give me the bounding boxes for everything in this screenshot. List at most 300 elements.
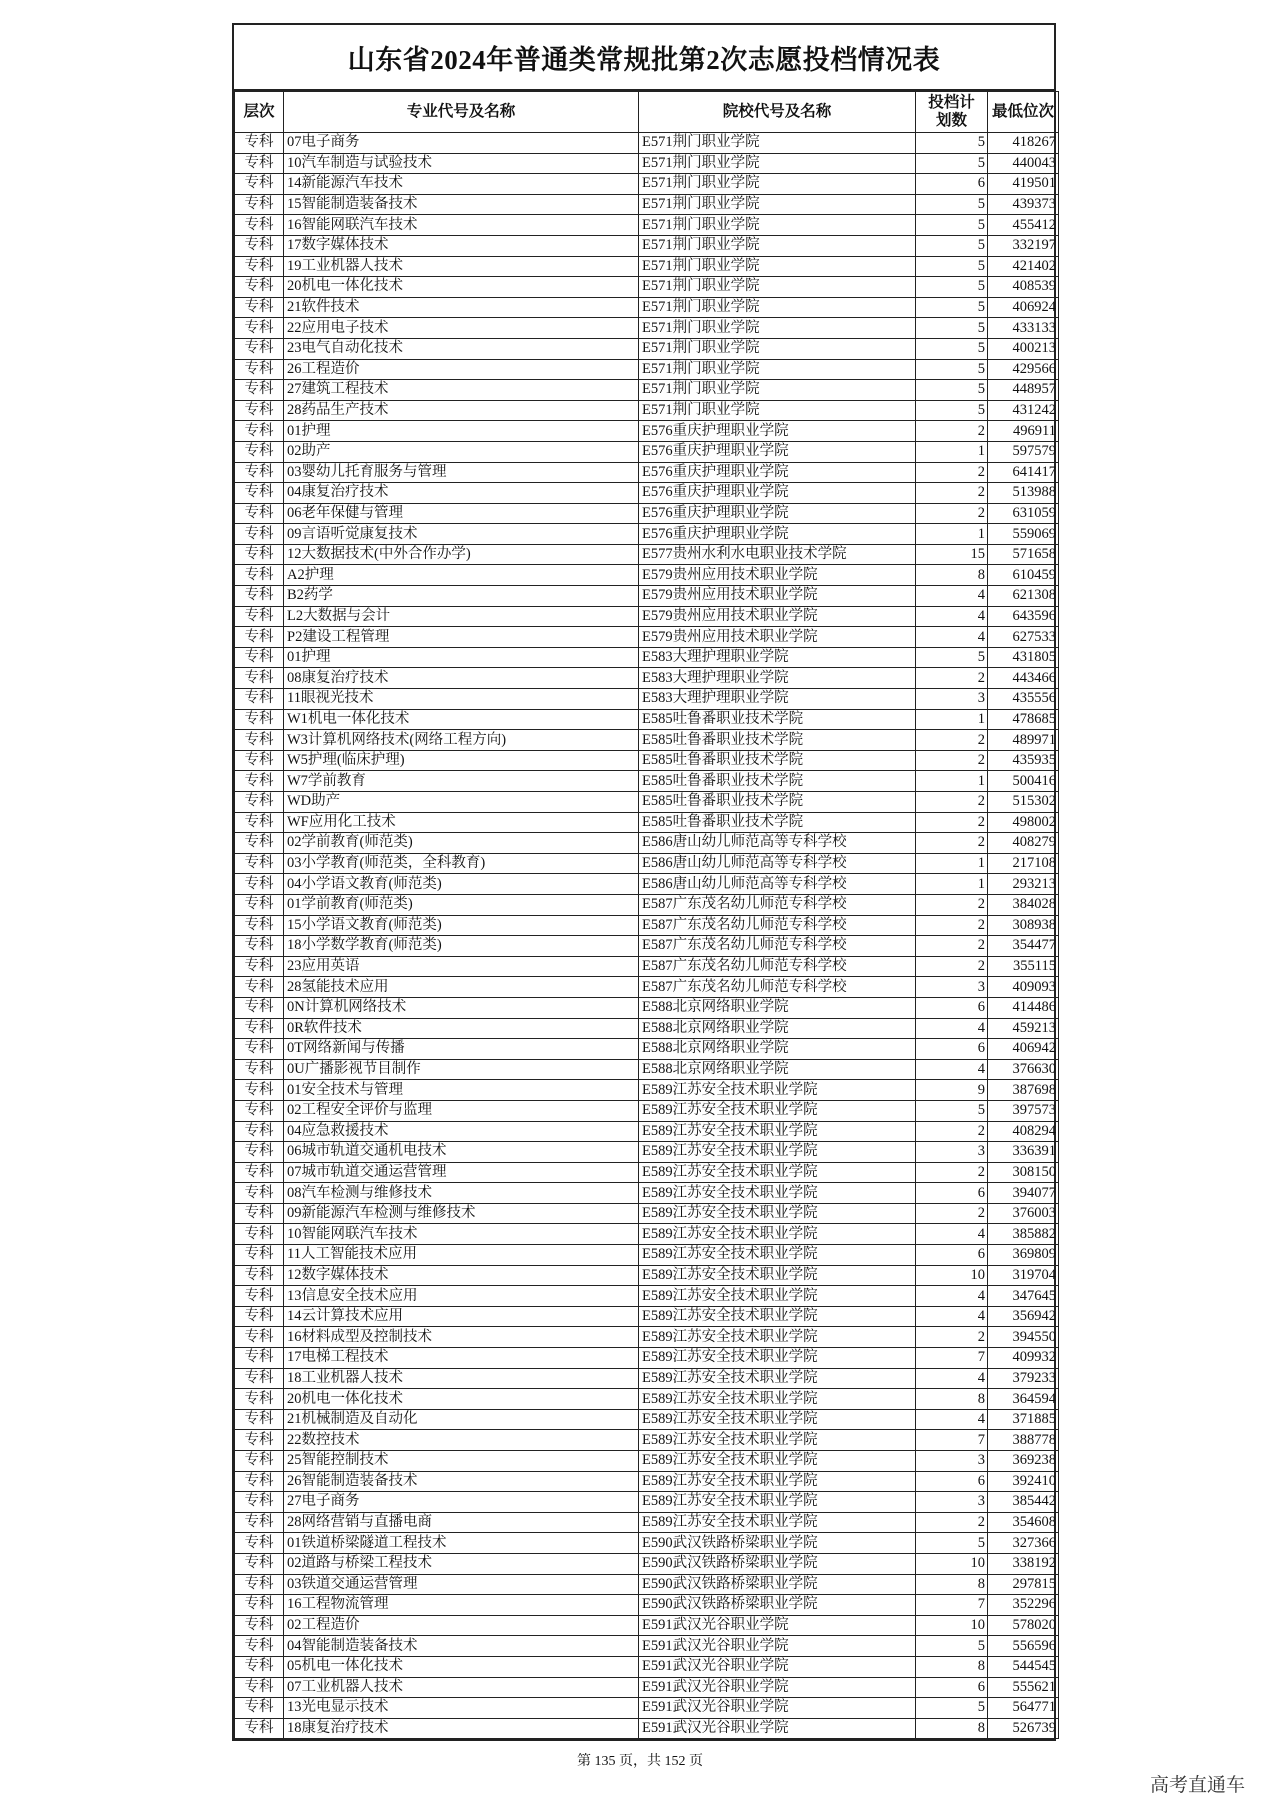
cell-school: E576重庆护理职业学院: [639, 524, 916, 545]
cell-rank: 384028: [988, 894, 1059, 915]
table-row: [235, 338, 1059, 359]
table-row: [235, 318, 1059, 339]
cell-major: 26智能制造装备技术: [284, 1471, 639, 1492]
cell-plan: 6: [916, 1039, 988, 1060]
cell-plan: 1: [916, 441, 988, 462]
table-row: [235, 997, 1059, 1018]
cell-school: E589江苏安全技术职业学院: [639, 1409, 916, 1430]
cell-plan: 5: [916, 194, 988, 215]
cell-major: W3计算机网络技术(网络工程方向): [284, 730, 639, 751]
cell-rank: 319704: [988, 1265, 1059, 1286]
table-row: [235, 1018, 1059, 1039]
cell-rank: 369809: [988, 1245, 1059, 1266]
cell-plan: 5: [916, 647, 988, 668]
cell-plan: 5: [916, 400, 988, 421]
cell-level: 专科: [235, 586, 284, 607]
cell-rank: 431242: [988, 400, 1059, 421]
cell-major: 23应用英语: [284, 956, 639, 977]
table-row: [235, 956, 1059, 977]
cell-rank: 455412: [988, 215, 1059, 236]
cell-rank: 448957: [988, 380, 1059, 401]
table-row: [235, 1574, 1059, 1595]
cell-plan: 1: [916, 771, 988, 792]
cell-plan: 1: [916, 853, 988, 874]
cell-major: 06城市轨道交通机电技术: [284, 1142, 639, 1163]
cell-rank: 388778: [988, 1430, 1059, 1451]
cell-rank: 392410: [988, 1471, 1059, 1492]
cell-rank: 513988: [988, 483, 1059, 504]
cell-plan: 2: [916, 462, 988, 483]
cell-major: 0T网络新闻与传播: [284, 1039, 639, 1060]
table-row: [235, 1677, 1059, 1698]
cell-plan: 5: [916, 1698, 988, 1719]
cell-rank: 433133: [988, 318, 1059, 339]
cell-plan: 4: [916, 606, 988, 627]
cell-level: 专科: [235, 1306, 284, 1327]
table-row: [235, 462, 1059, 483]
cell-rank: 421402: [988, 256, 1059, 277]
table-row: [235, 441, 1059, 462]
cell-rank: 544545: [988, 1656, 1059, 1677]
cell-school: E571荆门职业学院: [639, 400, 916, 421]
cell-level: 专科: [235, 1203, 284, 1224]
cell-level: 专科: [235, 1286, 284, 1307]
cell-rank: 556596: [988, 1636, 1059, 1657]
cell-plan: 5: [916, 297, 988, 318]
cell-school: E590武汉铁路桥梁职业学院: [639, 1574, 916, 1595]
cell-level: 专科: [235, 133, 284, 154]
table-row: [235, 1533, 1059, 1554]
cell-plan: 2: [916, 1512, 988, 1533]
cell-school: E589江苏安全技术职业学院: [639, 1265, 916, 1286]
cell-plan: 2: [916, 833, 988, 854]
cell-rank: 408294: [988, 1121, 1059, 1142]
table-row: [235, 792, 1059, 813]
cell-major: W1机电一体化技术: [284, 709, 639, 730]
cell-rank: 496911: [988, 421, 1059, 442]
cell-level: 专科: [235, 709, 284, 730]
cell-major: 11眼视光技术: [284, 689, 639, 710]
cell-major: 07城市轨道交通运营管理: [284, 1162, 639, 1183]
cell-level: 专科: [235, 544, 284, 565]
cell-rank: 498002: [988, 812, 1059, 833]
cell-plan: 8: [916, 1574, 988, 1595]
cell-school: E591武汉光谷职业学院: [639, 1718, 916, 1739]
cell-level: 专科: [235, 338, 284, 359]
table-row: [235, 1265, 1059, 1286]
cell-rank: 297815: [988, 1574, 1059, 1595]
table-row: [235, 215, 1059, 236]
cell-major: 12大数据技术(中外合作办学): [284, 544, 639, 565]
cell-plan: 3: [916, 977, 988, 998]
cell-major: 23电气自动化技术: [284, 338, 639, 359]
cell-rank: 439373: [988, 194, 1059, 215]
cell-rank: 376630: [988, 1059, 1059, 1080]
table-row: [235, 1636, 1059, 1657]
cell-school: E576重庆护理职业学院: [639, 503, 916, 524]
admission-table: [234, 91, 1059, 1739]
table-row: [235, 750, 1059, 771]
cell-rank: 354477: [988, 936, 1059, 957]
table-row: [235, 627, 1059, 648]
cell-school: E579贵州应用技术职业学院: [639, 565, 916, 586]
cell-rank: 429566: [988, 359, 1059, 380]
cell-level: 专科: [235, 750, 284, 771]
cell-major: 11人工智能技术应用: [284, 1245, 639, 1266]
cell-rank: 564771: [988, 1698, 1059, 1719]
cell-plan: 2: [916, 730, 988, 751]
table-row: [235, 153, 1059, 174]
cell-plan: 6: [916, 174, 988, 195]
cell-level: 专科: [235, 1183, 284, 1204]
cell-school: E590武汉铁路桥梁职业学院: [639, 1595, 916, 1616]
cell-rank: 631059: [988, 503, 1059, 524]
table-row: [235, 1327, 1059, 1348]
cell-school: E576重庆护理职业学院: [639, 462, 916, 483]
cell-level: 专科: [235, 853, 284, 874]
cell-level: 专科: [235, 318, 284, 339]
cell-major: L2大数据与会计: [284, 606, 639, 627]
table-row: [235, 977, 1059, 998]
table-row: [235, 1553, 1059, 1574]
cell-school: E571荆门职业学院: [639, 277, 916, 298]
cell-rank: 408539: [988, 277, 1059, 298]
cell-level: 专科: [235, 153, 284, 174]
cell-level: 专科: [235, 977, 284, 998]
cell-rank: 406924: [988, 297, 1059, 318]
cell-major: 10汽车制造与试验技术: [284, 153, 639, 174]
cell-major: 01护理: [284, 647, 639, 668]
table-row: [235, 235, 1059, 256]
cell-level: 专科: [235, 1162, 284, 1183]
cell-rank: 440043: [988, 153, 1059, 174]
cell-school: E589江苏安全技术职业学院: [639, 1471, 916, 1492]
cell-school: E583大理护理职业学院: [639, 689, 916, 710]
cell-rank: 293213: [988, 874, 1059, 895]
cell-major: 02工程造价: [284, 1615, 639, 1636]
cell-level: 专科: [235, 1142, 284, 1163]
cell-plan: 2: [916, 668, 988, 689]
table-row: [235, 1368, 1059, 1389]
cell-rank: 610459: [988, 565, 1059, 586]
cell-level: 专科: [235, 277, 284, 298]
cell-level: 专科: [235, 462, 284, 483]
cell-school: E571荆门职业学院: [639, 174, 916, 195]
cell-school: E587广东茂名幼儿师范专科学校: [639, 915, 916, 936]
cell-level: 专科: [235, 936, 284, 957]
cell-school: E583大理护理职业学院: [639, 668, 916, 689]
cell-major: 04小学语文教育(师范类): [284, 874, 639, 895]
cell-rank: 379233: [988, 1368, 1059, 1389]
cell-plan: 2: [916, 750, 988, 771]
table-row: [235, 853, 1059, 874]
cell-rank: 369238: [988, 1451, 1059, 1472]
cell-level: 专科: [235, 1636, 284, 1657]
cell-school: E571荆门职业学院: [639, 380, 916, 401]
cell-major: 03婴幼儿托育服务与管理: [284, 462, 639, 483]
cell-level: 专科: [235, 1451, 284, 1472]
cell-plan: 6: [916, 1471, 988, 1492]
cell-plan: 5: [916, 153, 988, 174]
table-row: [235, 256, 1059, 277]
cell-school: E590武汉铁路桥梁职业学院: [639, 1533, 916, 1554]
cell-school: E571荆门职业学院: [639, 194, 916, 215]
cell-rank: 408279: [988, 833, 1059, 854]
cell-level: 专科: [235, 1492, 284, 1513]
cell-major: B2药学: [284, 586, 639, 607]
cell-school: E576重庆护理职业学院: [639, 483, 916, 504]
table-row: [235, 194, 1059, 215]
cell-level: 专科: [235, 483, 284, 504]
cell-major: 05机电一体化技术: [284, 1656, 639, 1677]
cell-plan: 8: [916, 565, 988, 586]
cell-plan: 6: [916, 1245, 988, 1266]
cell-level: 专科: [235, 915, 284, 936]
cell-level: 专科: [235, 256, 284, 277]
table-row: [235, 936, 1059, 957]
cell-major: 26工程造价: [284, 359, 639, 380]
cell-plan: 2: [916, 936, 988, 957]
header-major: 专业代号及名称: [284, 92, 639, 133]
cell-school: E589江苏安全技术职业学院: [639, 1327, 916, 1348]
table-row: [235, 1059, 1059, 1080]
cell-level: 专科: [235, 1656, 284, 1677]
cell-plan: 5: [916, 277, 988, 298]
cell-level: 专科: [235, 1018, 284, 1039]
cell-level: 专科: [235, 1327, 284, 1348]
cell-plan: 4: [916, 1368, 988, 1389]
cell-rank: 643596: [988, 606, 1059, 627]
cell-school: E571荆门职业学院: [639, 153, 916, 174]
cell-plan: 7: [916, 1430, 988, 1451]
cell-major: 04康复治疗技术: [284, 483, 639, 504]
table-row: [235, 359, 1059, 380]
cell-level: 专科: [235, 1348, 284, 1369]
table-row: [235, 297, 1059, 318]
cell-level: 专科: [235, 894, 284, 915]
cell-rank: 627533: [988, 627, 1059, 648]
cell-rank: 354608: [988, 1512, 1059, 1533]
cell-plan: 4: [916, 1409, 988, 1430]
table-row: [235, 833, 1059, 854]
cell-major: 27建筑工程技术: [284, 380, 639, 401]
cell-major: A2护理: [284, 565, 639, 586]
cell-major: 01学前教育(师范类): [284, 894, 639, 915]
table-row: [235, 1080, 1059, 1101]
cell-level: 专科: [235, 771, 284, 792]
cell-major: 28药品生产技术: [284, 400, 639, 421]
cell-rank: 356942: [988, 1306, 1059, 1327]
cell-level: 专科: [235, 1533, 284, 1554]
table-row: [235, 1306, 1059, 1327]
table-row: [235, 1595, 1059, 1616]
cell-major: 09新能源汽车检测与维修技术: [284, 1203, 639, 1224]
cell-plan: 2: [916, 915, 988, 936]
cell-plan: 2: [916, 956, 988, 977]
cell-school: E589江苏安全技术职业学院: [639, 1430, 916, 1451]
cell-rank: 431805: [988, 647, 1059, 668]
cell-level: 专科: [235, 359, 284, 380]
cell-rank: 397573: [988, 1100, 1059, 1121]
cell-school: E571荆门职业学院: [639, 215, 916, 236]
cell-major: 07电子商务: [284, 133, 639, 154]
cell-school: E589江苏安全技术职业学院: [639, 1100, 916, 1121]
table-row: [235, 812, 1059, 833]
cell-plan: 2: [916, 483, 988, 504]
cell-plan: 5: [916, 318, 988, 339]
table-row: [235, 1615, 1059, 1636]
cell-rank: 332197: [988, 235, 1059, 256]
cell-plan: 15: [916, 544, 988, 565]
cell-plan: 2: [916, 1203, 988, 1224]
table-row: [235, 1389, 1059, 1410]
cell-plan: 4: [916, 1286, 988, 1307]
cell-major: 14云计算技术应用: [284, 1306, 639, 1327]
cell-level: 专科: [235, 1245, 284, 1266]
cell-plan: 1: [916, 524, 988, 545]
cell-plan: 9: [916, 1080, 988, 1101]
table-row: [235, 606, 1059, 627]
cell-rank: 394077: [988, 1183, 1059, 1204]
table-row: [235, 1471, 1059, 1492]
page-number: 第 135 页，共 152 页: [577, 1754, 703, 1769]
admission-table-sheet: [232, 23, 1056, 1741]
cell-level: 专科: [235, 1059, 284, 1080]
cell-plan: 6: [916, 1183, 988, 1204]
table-row: [235, 1451, 1059, 1472]
cell-rank: 443466: [988, 668, 1059, 689]
cell-major: 01安全技术与管理: [284, 1080, 639, 1101]
cell-plan: 2: [916, 1121, 988, 1142]
cell-rank: 355115: [988, 956, 1059, 977]
cell-level: 专科: [235, 792, 284, 813]
cell-major: 15智能制造装备技术: [284, 194, 639, 215]
cell-major: 09言语听觉康复技术: [284, 524, 639, 545]
cell-plan: 4: [916, 1059, 988, 1080]
cell-rank: 364594: [988, 1389, 1059, 1410]
cell-level: 专科: [235, 1368, 284, 1389]
cell-major: 01护理: [284, 421, 639, 442]
cell-school: E589江苏安全技术职业学院: [639, 1348, 916, 1369]
cell-rank: 559069: [988, 524, 1059, 545]
cell-level: 专科: [235, 647, 284, 668]
cell-level: 专科: [235, 627, 284, 648]
cell-school: E591武汉光谷职业学院: [639, 1698, 916, 1719]
cell-plan: 4: [916, 1224, 988, 1245]
cell-school: E589江苏安全技术职业学院: [639, 1162, 916, 1183]
table-row: [235, 915, 1059, 936]
cell-school: E590武汉铁路桥梁职业学院: [639, 1553, 916, 1574]
cell-plan: 5: [916, 133, 988, 154]
cell-level: 专科: [235, 441, 284, 462]
cell-plan: 1: [916, 709, 988, 730]
table-row: [235, 1100, 1059, 1121]
cell-level: 专科: [235, 297, 284, 318]
cell-level: 专科: [235, 1574, 284, 1595]
cell-school: E576重庆护理职业学院: [639, 441, 916, 462]
cell-level: 专科: [235, 1039, 284, 1060]
cell-level: 专科: [235, 1471, 284, 1492]
cell-rank: 500416: [988, 771, 1059, 792]
table-row: [235, 1245, 1059, 1266]
cell-level: 专科: [235, 730, 284, 751]
cell-school: E571荆门职业学院: [639, 359, 916, 380]
cell-plan: 3: [916, 1451, 988, 1472]
table-row: [235, 647, 1059, 668]
cell-school: E586唐山幼儿师范高等专科学校: [639, 874, 916, 895]
cell-major: W5护理(临床护理): [284, 750, 639, 771]
cell-school: E585吐鲁番职业技术学院: [639, 792, 916, 813]
cell-major: 18小学数学教育(师范类): [284, 936, 639, 957]
cell-school: E585吐鲁番职业技术学院: [639, 771, 916, 792]
cell-level: 专科: [235, 1595, 284, 1616]
table-row: [235, 544, 1059, 565]
cell-rank: 400213: [988, 338, 1059, 359]
table-row: [235, 277, 1059, 298]
cell-major: 18工业机器人技术: [284, 1368, 639, 1389]
cell-level: 专科: [235, 1615, 284, 1636]
cell-plan: 4: [916, 1018, 988, 1039]
table-row: [235, 524, 1059, 545]
table-row: [235, 1492, 1059, 1513]
cell-plan: 5: [916, 338, 988, 359]
cell-rank: 641417: [988, 462, 1059, 483]
table-row: [235, 1698, 1059, 1719]
cell-school: E586唐山幼儿师范高等专科学校: [639, 853, 916, 874]
cell-school: E579贵州应用技术职业学院: [639, 586, 916, 607]
cell-level: 专科: [235, 1409, 284, 1430]
table-row: [235, 1348, 1059, 1369]
cell-school: E571荆门职业学院: [639, 256, 916, 277]
cell-school: E571荆门职业学院: [639, 235, 916, 256]
cell-plan: 2: [916, 503, 988, 524]
cell-rank: 338192: [988, 1553, 1059, 1574]
header-level: 层次: [235, 92, 284, 133]
table-row: [235, 1224, 1059, 1245]
cell-major: 21软件技术: [284, 297, 639, 318]
cell-major: 18康复治疗技术: [284, 1718, 639, 1739]
cell-rank: 597579: [988, 441, 1059, 462]
cell-major: 07工业机器人技术: [284, 1677, 639, 1698]
cell-major: P2建设工程管理: [284, 627, 639, 648]
cell-level: 专科: [235, 668, 284, 689]
cell-rank: 308150: [988, 1162, 1059, 1183]
cell-school: E579贵州应用技术职业学院: [639, 606, 916, 627]
cell-school: E588北京网络职业学院: [639, 1059, 916, 1080]
cell-level: 专科: [235, 812, 284, 833]
cell-major: 02助产: [284, 441, 639, 462]
cell-school: E587广东茂名幼儿师范专科学校: [639, 977, 916, 998]
cell-plan: 10: [916, 1553, 988, 1574]
cell-level: 专科: [235, 1389, 284, 1410]
cell-rank: 621308: [988, 586, 1059, 607]
cell-school: E585吐鲁番职业技术学院: [639, 730, 916, 751]
cell-plan: 8: [916, 1656, 988, 1677]
table-row: [235, 1121, 1059, 1142]
cell-school: E589江苏安全技术职业学院: [639, 1203, 916, 1224]
cell-major: 15小学语文教育(师范类): [284, 915, 639, 936]
cell-major: 02工程安全评价与监理: [284, 1100, 639, 1121]
cell-major: W7学前教育: [284, 771, 639, 792]
cell-school: E585吐鲁番职业技术学院: [639, 750, 916, 771]
cell-plan: 5: [916, 359, 988, 380]
cell-major: 10智能网联汽车技术: [284, 1224, 639, 1245]
table-row: [235, 1203, 1059, 1224]
cell-school: E588北京网络职业学院: [639, 997, 916, 1018]
cell-rank: 406942: [988, 1039, 1059, 1060]
cell-major: 20机电一体化技术: [284, 1389, 639, 1410]
cell-plan: 2: [916, 1327, 988, 1348]
